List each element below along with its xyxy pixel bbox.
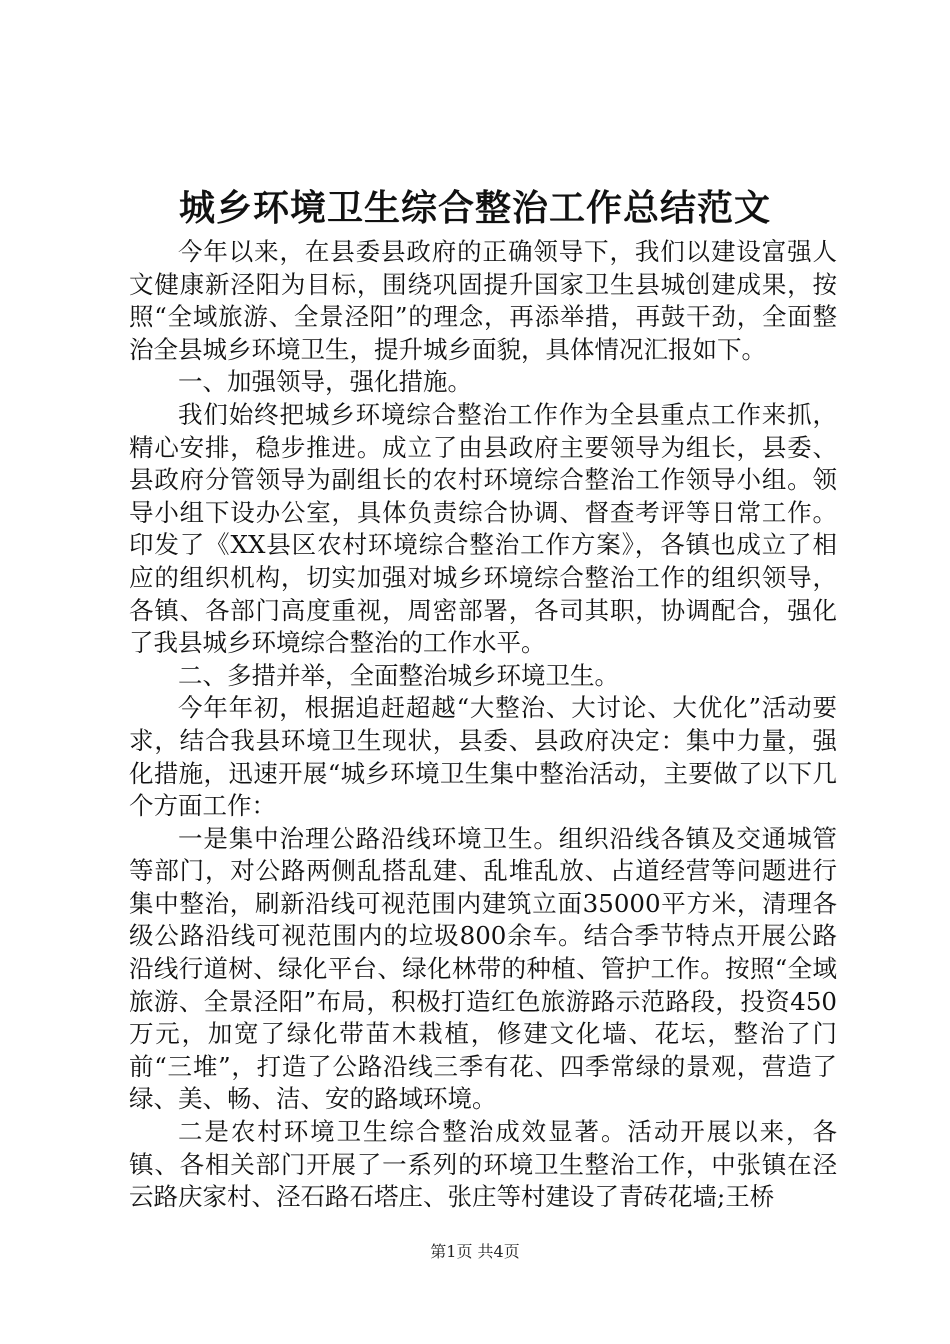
page-footer: 第1页 共4页 [430, 1242, 520, 1261]
section-heading-2: 二、多措并举，全面整治城乡环境卫生。 [178, 660, 619, 690]
document-title: 城乡环境卫生综合整治工作总结范文 [178, 187, 771, 229]
document-body [129, 236, 837, 1214]
paragraph-road-sanitation: 一是集中治理公路沿线环境卫生。组织沿线各镇及交通城管等部门，对公路两侧乱搭乱建、乱堆乱放、占道经营等问题进行集中整治，刷新沿线可视范围内建筑立面35000平方米，清理各级公路沿线可视范围内的垃圾800余车。结合季节特点开展公路沿线行道树、绿化平台、绿化林带的种植、管护工作。按照“全域旅游、全景泾阳”布局，积极打造红色旅游路示范路段，投资450万元，加宽了绿化带苗木栽植，修建文化墙、花坛，整治了门前“三堆”，打造了公路沿线三季有花、四季常绿的景观，营造了绿、美、畅、洁、安的路域环境。 [129, 823, 837, 1114]
paragraph-leadership: 我们始终把城乡环境综合整治工作作为全县重点工作来抓，精心安排，稳步推进。成立了由县政府主要领导为组长，县委、县政府分管领导为副组长的农村环境综合整治工作领导小组。领导小组下设办公室，具体负责综合协调、督查考评等日常工作。印发了《XX县区农村环境综合整治工作方案》，各镇也成立了相应的组织机构，切实加强对城乡环境综合整治工作的组织领导，各镇、各部门高度重视，周密部署，各司其职，协调配合，强化了我县城乡环境综合整治的工作水平。 [129, 399, 837, 658]
paragraph-rural-sanitation: 二是农村环境卫生综合整治成效显著。活动开展以来，各镇、各相关部门开展了一系列的环境卫生整治工作，中张镇在泾云路庆家村、泾石路石塔庄、张庄等村建设了青砖花墙;王桥 [129, 1117, 837, 1212]
paragraph-intro: 今年以来，在县委县政府的正确领导下，我们以建设富强人文健康新泾阳为目标，围绕巩固提升国家卫生县城创建成果，按照“全域旅游、全景泾阳”的理念，再添举措，再鼓干劲，全面整治全县城乡环境卫生，提升城乡面貌，具体情况汇报如下。 [129, 237, 837, 364]
paragraph-campaign: 今年年初，根据追赶超越“大整治、大讨论、大优化”活动要求，结合我县环境卫生现状，县委、县政府决定：集中力量，强化措施，迅速开展“城乡环境卫生集中整治活动，主要做了以下几个方面工作： [129, 693, 837, 821]
section-heading-1: 一、加强领导，强化措施。 [178, 367, 472, 397]
